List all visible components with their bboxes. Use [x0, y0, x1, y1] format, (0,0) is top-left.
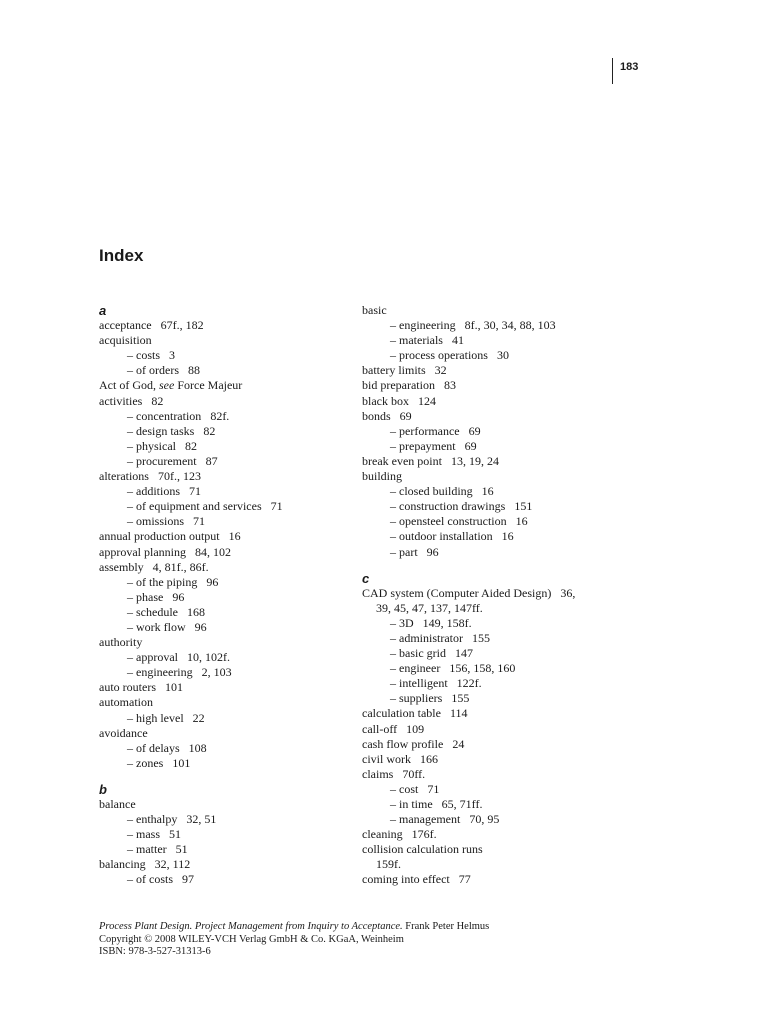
index-pages: 88 — [187, 363, 200, 378]
index-pages: 147 — [455, 646, 473, 661]
index-pages: 22 — [192, 710, 205, 725]
index-term: – prepayment — [390, 438, 456, 453]
index-term: balance — [99, 797, 136, 811]
index-term: – matter — [127, 842, 167, 857]
index-subentry — [99, 605, 354, 620]
index-entry — [362, 752, 662, 767]
index-term: – opensteel construction — [390, 514, 507, 529]
index-pages: 149, 158f. — [422, 615, 472, 630]
index-pages: 70ff. — [402, 766, 426, 781]
index-term: assembly — [99, 559, 144, 574]
index-pages: 16 — [228, 529, 241, 544]
index-entry — [99, 318, 354, 333]
index-entry — [362, 454, 662, 469]
index-term: – of the piping — [127, 574, 198, 589]
index-term: black box — [362, 393, 409, 408]
page-number-rule — [612, 58, 613, 84]
index-term: – management — [390, 812, 461, 827]
index-term: – concentration — [127, 408, 202, 423]
index-term: collision calculation runs — [362, 842, 483, 857]
index-pages: 41 — [451, 333, 464, 348]
index-subentry — [99, 842, 354, 857]
index-term: – part — [390, 544, 418, 559]
index-subentry — [362, 484, 662, 499]
index-entry — [99, 469, 354, 484]
index-term: – suppliers — [390, 691, 443, 706]
index-column-left — [99, 303, 354, 888]
index-pages: 124 — [418, 393, 436, 408]
index-pages: 166 — [420, 751, 438, 766]
index-pages: 156, 158, 160 — [449, 661, 516, 676]
index-term: – process operations — [390, 348, 488, 363]
index-pages: 82f. — [210, 408, 230, 423]
index-entry — [99, 394, 354, 409]
index-subentry — [99, 514, 354, 529]
index-term: – approval — [127, 650, 178, 665]
index-pages: 101 — [172, 755, 191, 770]
index-term: auto routers — [99, 680, 156, 695]
index-subentry — [362, 616, 662, 631]
index-term: bonds — [362, 408, 391, 423]
index-entry — [99, 529, 354, 544]
index-subentry — [362, 661, 662, 676]
index-subentry — [99, 872, 354, 887]
index-entry — [362, 706, 662, 721]
index-pages: 77 — [458, 872, 471, 887]
index-term: – omissions — [127, 514, 185, 529]
index-subentry — [362, 348, 662, 363]
index-pages: 16 — [515, 514, 528, 529]
index-subentry — [99, 348, 354, 363]
index-term: – work flow — [127, 619, 186, 634]
index-term: annual production output — [99, 529, 220, 544]
isbn-line: ISBN: 978-3-527-31313-6 — [99, 946, 211, 957]
index-pages: 51 — [175, 842, 188, 857]
index-subentry — [362, 514, 662, 529]
index-term: – mass — [127, 827, 160, 842]
index-term: alterations — [99, 469, 149, 484]
index-term: – phase — [127, 589, 164, 604]
index-subentry — [99, 827, 354, 842]
index-subentry — [362, 646, 662, 661]
index-continuation — [362, 601, 662, 616]
index-term: – performance — [390, 423, 460, 438]
index-entry — [362, 469, 662, 484]
index-pages: 32 — [434, 363, 447, 378]
index-term: – procurement — [127, 453, 197, 468]
index-pages: 10, 102f. — [186, 650, 230, 665]
index-entry — [362, 378, 662, 393]
index-term: coming into effect — [362, 872, 450, 887]
index-entry — [99, 378, 354, 393]
index-subentry — [99, 741, 354, 756]
index-term: – additions — [127, 484, 180, 499]
index-gap — [362, 560, 662, 571]
index-entry — [362, 363, 662, 378]
index-pages: 101 — [164, 680, 183, 695]
book-title: Process Plant Design. Project Management from Inquiry to Acceptance. — [99, 921, 403, 932]
index-pages: 32, 51 — [186, 812, 217, 827]
index-pages: 69 — [468, 423, 481, 438]
index-entry — [362, 722, 662, 737]
index-subentry — [362, 333, 662, 348]
index-subentry — [99, 590, 354, 605]
index-term: – engineering — [390, 318, 456, 333]
index-entry — [362, 767, 662, 782]
index-entry — [362, 409, 662, 424]
index-pages: 87 — [205, 453, 218, 468]
index-subentry — [362, 318, 662, 333]
index-subentry — [99, 484, 354, 499]
index-term: building — [362, 469, 403, 484]
index-pages: 70, 95 — [469, 812, 500, 827]
index-term: 39, 45, 47, 137, 147ff. — [376, 600, 483, 615]
index-entry — [362, 872, 662, 887]
index-term: approval planning — [99, 544, 186, 559]
index-pages: 97 — [182, 872, 194, 887]
index-pages: 96 — [206, 574, 219, 589]
index-pages: 114 — [449, 706, 468, 721]
index-pages: 122f. — [456, 676, 482, 691]
see-target: Force Majeur — [174, 378, 243, 393]
index-pages: 71 — [189, 484, 201, 499]
index-entry — [99, 680, 354, 695]
index-subentry — [99, 499, 354, 514]
index-entry — [99, 695, 354, 710]
index-subentry — [362, 499, 662, 514]
index-pages: 155 — [451, 691, 470, 706]
index-term: civil work — [362, 751, 411, 766]
index-term: – basic grid — [390, 646, 446, 661]
footer — [99, 921, 489, 959]
index-term: – enthalpy — [127, 812, 178, 827]
index-letter-heading: c — [362, 570, 370, 586]
index-pages: 16 — [481, 484, 494, 499]
index-subentry — [99, 650, 354, 665]
index-pages: 13, 19, 24 — [450, 453, 499, 468]
index-term: – construction drawings — [390, 499, 506, 514]
index-entry — [99, 560, 354, 575]
index-entry — [99, 857, 354, 872]
index-entry — [362, 586, 662, 601]
index-subentry — [99, 812, 354, 827]
index-subentry — [99, 711, 354, 726]
index-pages: 71 — [270, 499, 283, 514]
index-entry — [99, 726, 354, 741]
index-pages: 2, 103 — [201, 665, 232, 680]
index-term: cash flow profile — [362, 736, 444, 751]
index-subentry — [99, 424, 354, 439]
index-pages: 168 — [186, 604, 205, 619]
index-gap — [99, 771, 354, 782]
index-term: – engineer — [390, 661, 441, 676]
index-term: – costs — [127, 348, 160, 363]
index-subentry — [362, 812, 662, 827]
index-term: acceptance — [99, 318, 152, 333]
index-subentry — [362, 439, 662, 454]
index-pages: 67f., 182 — [160, 318, 204, 333]
index-term: break even point — [362, 453, 442, 468]
index-continuation — [362, 857, 662, 872]
index-term: – intelligent — [390, 676, 448, 691]
see-reference: see — [159, 378, 175, 393]
index-pages: 71 — [193, 514, 206, 529]
index-subentry — [362, 676, 662, 691]
index-subentry — [99, 575, 354, 590]
index-term: – closed building — [390, 484, 473, 499]
index-pages: 51 — [169, 827, 181, 842]
index-subentry — [99, 409, 354, 424]
index-term: calculation table — [362, 706, 441, 721]
index-subentry — [362, 424, 662, 439]
index-term: acquisition — [99, 333, 152, 348]
index-term: – zones — [127, 755, 164, 770]
index-entry — [362, 394, 662, 409]
index-pages: 176f. — [411, 827, 437, 842]
index-term: – of equipment and services — [127, 499, 262, 514]
index-pages: 82 — [185, 438, 197, 453]
index-pages: 96 — [426, 544, 439, 559]
index-pages: 84, 102 — [194, 544, 231, 559]
index-pages: 30 — [496, 348, 509, 363]
index-term: claims — [362, 766, 394, 781]
index-term: automation — [99, 695, 153, 710]
index-letter-heading: b — [99, 781, 107, 797]
index-pages: 109 — [406, 721, 425, 736]
page-title: Index — [99, 246, 144, 265]
index-term: – cost — [390, 781, 419, 796]
index-entry — [362, 737, 662, 752]
book-author: Frank Peter Helmus — [402, 921, 490, 932]
index-entry — [99, 797, 354, 812]
index-term: – in time — [390, 797, 433, 811]
index-entry — [362, 303, 662, 318]
index-term: – of delays — [127, 740, 180, 755]
index-subentry — [99, 665, 354, 680]
index-term: CAD system (Computer Aided Design) — [362, 585, 552, 600]
index-entry — [362, 827, 662, 842]
index-term: Act of God, — [99, 378, 159, 393]
index-subentry — [362, 797, 662, 812]
copyright-line: Copyright © 2008 WILEY-VCH Verlag GmbH & Co. KGaA, Weinheim — [99, 933, 404, 945]
index-term: – high level — [127, 710, 184, 725]
index-term: activities — [99, 393, 143, 408]
index-term: – of orders — [127, 363, 179, 378]
index-term: bid preparation — [362, 378, 435, 393]
index-pages: 83 — [443, 378, 456, 393]
index-subentry — [99, 363, 354, 378]
index-term: – outdoor installation — [390, 529, 493, 544]
index-term: cleaning — [362, 827, 403, 842]
index-pages: 69 — [399, 408, 412, 423]
index-pages: 8f., 30, 34, 88, 103 — [464, 318, 556, 333]
index-term: avoidance — [99, 725, 148, 740]
index-pages: 4, 81f., 86f. — [152, 559, 209, 574]
index-pages: 108 — [188, 740, 207, 755]
index-subentry — [362, 782, 662, 797]
index-subentry — [99, 756, 354, 771]
index-pages: 96 — [194, 619, 207, 634]
index-entry — [99, 635, 354, 650]
index-pages: 24 — [452, 736, 465, 751]
index-pages: 82 — [203, 423, 216, 438]
index-subentry — [362, 691, 662, 706]
index-term: balancing — [99, 857, 146, 872]
index-subentry — [99, 439, 354, 454]
index-term: basic — [362, 303, 387, 317]
index-term: – physical — [127, 438, 176, 453]
index-entry — [362, 842, 662, 857]
index-term: 159f. — [376, 857, 401, 872]
index-pages: 151 — [514, 499, 533, 514]
index-pages: 155 — [471, 630, 490, 645]
index-term: – engineering — [127, 665, 193, 680]
index-term: call-off — [362, 721, 398, 736]
index-term: – of costs — [127, 872, 173, 887]
index-subentry — [362, 529, 662, 544]
index-pages: 32, 112 — [154, 857, 191, 872]
index-term: – administrator — [390, 630, 463, 645]
index-subentry — [362, 631, 662, 646]
index-pages: 16 — [501, 529, 514, 544]
index-subentry — [99, 620, 354, 635]
index-pages: 65, 71ff. — [441, 797, 483, 811]
footer-citation — [99, 921, 489, 934]
index-pages: 96 — [172, 589, 185, 604]
index-pages: 3 — [169, 348, 175, 363]
index-subentry — [362, 545, 662, 560]
index-column-right — [362, 303, 662, 888]
index-pages: 69 — [464, 438, 477, 453]
index-term: – materials — [390, 333, 443, 348]
index-term: battery limits — [362, 363, 426, 378]
index-subentry — [99, 454, 354, 469]
page-number: 183 — [620, 61, 639, 73]
index-letter-heading: a — [99, 303, 107, 318]
index-entry — [99, 545, 354, 560]
index-term: – 3D — [390, 615, 414, 630]
index-pages: 36, — [560, 585, 576, 600]
index-entry — [99, 333, 354, 348]
index-pages: 82 — [151, 393, 164, 408]
index-term: – design tasks — [127, 423, 195, 438]
index-term: – schedule — [127, 604, 178, 619]
index-term: authority — [99, 635, 143, 650]
index-pages: 70f., 123 — [157, 469, 201, 484]
index-pages: 71 — [427, 781, 440, 796]
